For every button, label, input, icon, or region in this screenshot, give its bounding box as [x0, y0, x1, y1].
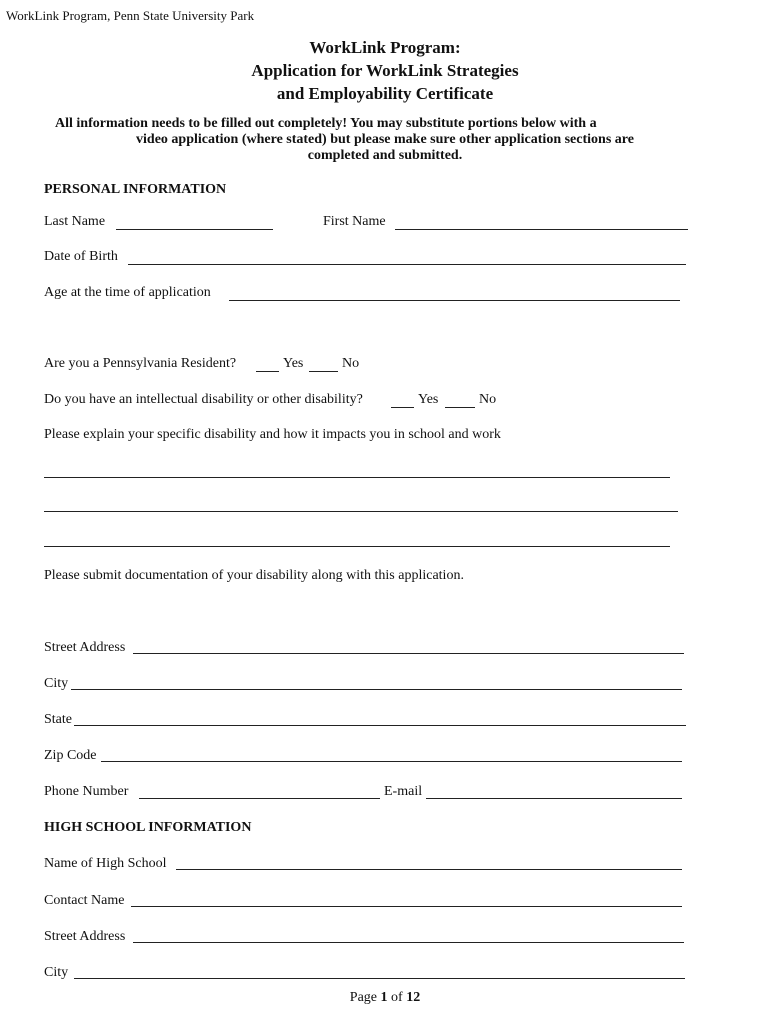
form-title-line-3: and Employability Certificate: [276, 84, 494, 103]
page-footer: [0, 991, 770, 1005]
last-name-label: Last Name: [44, 214, 106, 229]
dob-field[interactable]: [128, 264, 686, 265]
state-field[interactable]: [74, 725, 686, 726]
high-school-heading: HIGH SCHOOL INFORMATION: [44, 820, 252, 835]
street-address-field[interactable]: [133, 653, 684, 654]
state-label: State: [44, 712, 72, 727]
city-field[interactable]: [71, 689, 682, 690]
high-school-city-field[interactable]: [74, 978, 685, 979]
disability-yes-blank[interactable]: [391, 407, 414, 408]
running-header: WorkLink Program, Penn State University Park: [6, 8, 255, 23]
disability-explain-line-3[interactable]: [44, 546, 670, 547]
high-school-street-field[interactable]: [133, 942, 684, 943]
last-name-field[interactable]: [116, 229, 273, 230]
page-total: 12: [406, 990, 421, 1005]
disability-no-blank[interactable]: [445, 407, 475, 408]
high-school-name-field[interactable]: [176, 869, 682, 870]
pa-resident-no-blank[interactable]: [309, 371, 338, 372]
age-label: Age at the time of application: [44, 285, 211, 300]
documentation-note: Please submit documentation of your disability along with this application.: [44, 568, 464, 583]
contact-name-label: Contact Name: [44, 893, 125, 908]
disability-question: Do you have an intellectual disability or other disability?: [44, 392, 363, 407]
personal-info-heading: PERSONAL INFORMATION: [44, 182, 227, 197]
intro-line-2: video application (where stated) but please make sure other application sections are: [136, 132, 634, 147]
form-title-line-1: WorkLink Program:: [309, 38, 461, 57]
of-word: of: [391, 990, 403, 1005]
pa-resident-yes-label: Yes: [283, 356, 304, 371]
city-label: City: [44, 676, 69, 691]
disability-yes-label: Yes: [418, 392, 439, 407]
email-field[interactable]: [426, 798, 682, 799]
street-address-label: Street Address: [44, 640, 126, 655]
disability-explain-line-2[interactable]: [44, 511, 678, 512]
intro-line-3: completed and submitted.: [307, 148, 463, 163]
dob-label: Date of Birth: [44, 249, 118, 264]
disability-explain-prompt: Please explain your specific disability and how it impacts you in school and work: [44, 427, 501, 442]
age-field[interactable]: [229, 300, 680, 301]
first-name-field[interactable]: [395, 229, 688, 230]
disability-no-label: No: [479, 392, 497, 407]
email-label: E-mail: [384, 784, 423, 799]
page-current: 1: [380, 990, 388, 1005]
phone-number-field[interactable]: [139, 798, 380, 799]
pa-resident-yes-blank[interactable]: [256, 371, 279, 372]
zip-code-field[interactable]: [101, 761, 682, 762]
pa-resident-question: Are you a Pennsylvania Resident?: [44, 356, 237, 371]
page-word: Page: [349, 990, 378, 1005]
contact-name-field[interactable]: [131, 906, 682, 907]
phone-number-label: Phone Number: [44, 784, 129, 799]
zip-code-label: Zip Code: [44, 748, 97, 763]
intro-line-1: All information needs to be filled out completely! You may substitute portions below with a: [55, 116, 597, 131]
disability-explain-line-1[interactable]: [44, 477, 670, 478]
pa-resident-no-label: No: [342, 356, 360, 371]
first-name-label: First Name: [323, 214, 386, 229]
high-school-name-label: Name of High School: [44, 856, 167, 871]
high-school-street-label: Street Address: [44, 929, 126, 944]
high-school-city-label: City: [44, 965, 69, 980]
form-title-line-2: Application for WorkLink Strategies: [251, 61, 519, 80]
